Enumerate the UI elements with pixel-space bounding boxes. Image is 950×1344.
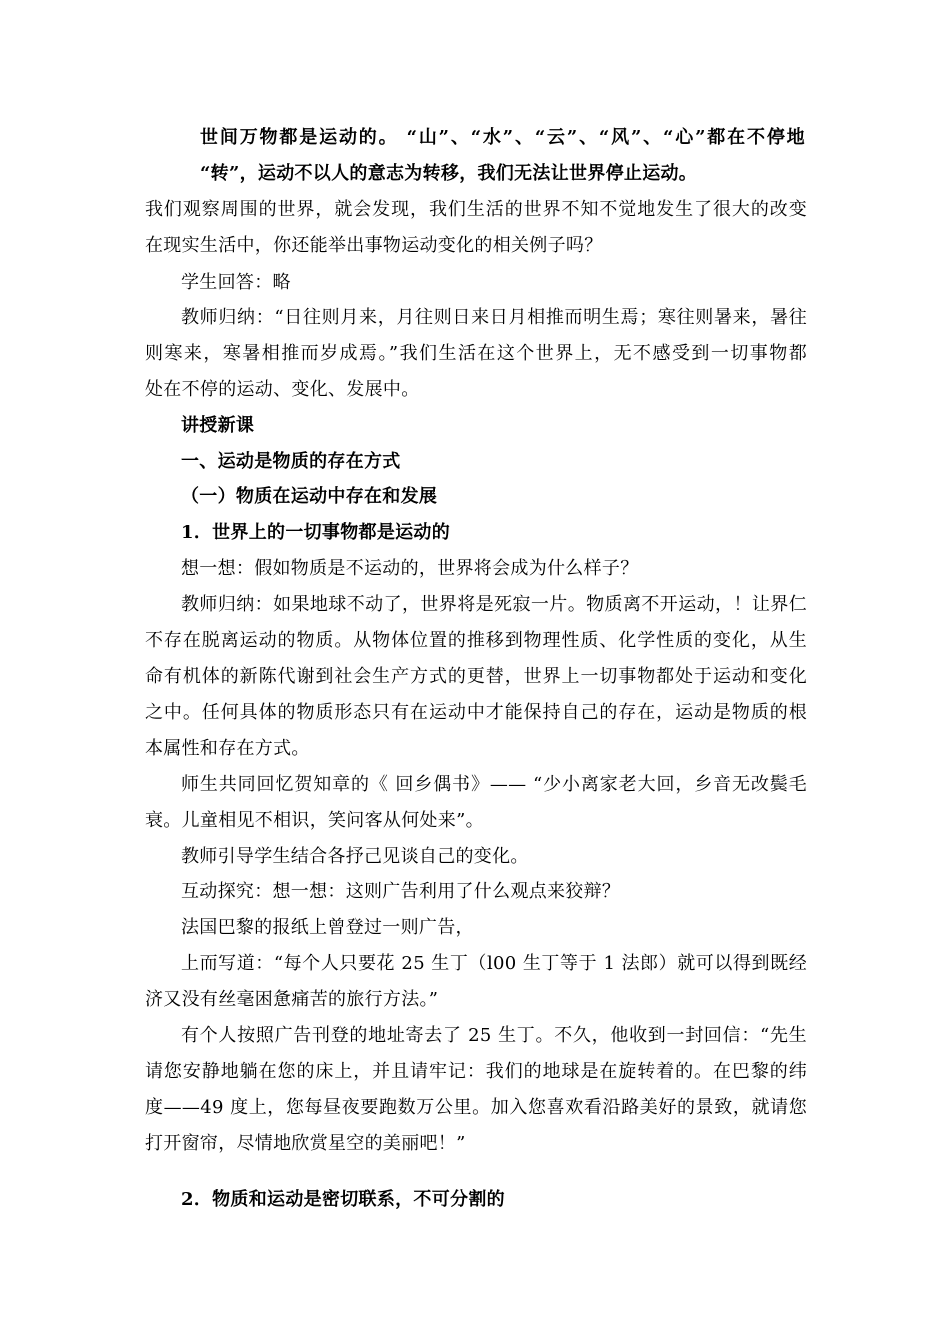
think-question: 想一想：假如物质是不运动的，世界将会成为什么样子？ <box>181 558 639 579</box>
heading-point-2: 2．物质和运动是密切联系，不可分割的 <box>181 1189 505 1210</box>
teacher-summary-line-2: 则寒来，寒暑相推而岁成焉。”我们生活在这个世界上，无不感受到一切事物都 <box>145 343 807 364</box>
heading-point-1: 1．世界上的一切事物都是运动的 <box>181 522 451 543</box>
reply-line-2: 请您安静地躺在您的床上，并且请牢记：我们的地球是在旋转着的。在巴黎的纬 <box>145 1061 807 1082</box>
heading-subsection-1: （一）物质在运动中存在和发展 <box>181 486 438 507</box>
reply-line-3: 度——49 度上，您每昼夜要跑数万公里。加入您喜欢看沿路美好的景致，就请您 <box>145 1097 807 1118</box>
ad-text-line-1: 上而写道：“每个人只要花 25 生丁（l00 生丁等于 1 法郎）就可以得到既经 <box>181 953 807 974</box>
teacher-conclusion-line-5: 本属性和存在方式。 <box>145 738 310 759</box>
ad-text-line-2: 济又没有丝毫困惫痛苦的旅行方法。” <box>145 989 439 1010</box>
intro-bold-line-1: 世间万物都是运动的。 “山”、“水”、“云”、“风”、“心”都在不停地 <box>200 127 805 148</box>
teacher-conclusion-line-3: 命有机体的新陈代谢到社会生产方式的更替，世界上一切事物都处于运动和变化 <box>145 666 807 687</box>
ad-intro: 法国巴黎的报纸上曾登过一则广告， <box>181 917 474 938</box>
teacher-summary-line-3: 处在不停的运动、变化、发展中。 <box>145 379 420 400</box>
heading-section-1: 一、运动是物质的存在方式 <box>181 451 401 472</box>
teacher-conclusion-line-4: 之中。任何具体的物质形态只有在运动中才能保持自己的存在，运动是物质的根 <box>145 702 807 723</box>
teacher-conclusion-line-2: 不存在脱离运动的物质。从物体位置的推移到物理性质、化学性质的变化，从生 <box>145 630 807 651</box>
teacher-conclusion-line-1: 教师归纳：如果地球不动了，世界将是死寂一片。物质离不开运动，！让界仁 <box>181 594 807 615</box>
poem-line-2: 衰。儿童相见不相识，笑问客从何处来”。 <box>145 810 484 831</box>
heading-new-lesson: 讲授新课 <box>181 415 255 436</box>
reply-line-1: 有个人按照广告刊登的地址寄去了 25 生丁。不久，他收到一封回信：“先生 <box>181 1025 807 1046</box>
poem-line-1: 师生共同回忆贺知章的《 回乡偶书》—— “少小离家老大回，乡音无改鬓毛 <box>181 774 807 795</box>
student-answer: 学生回答：略 <box>181 272 291 293</box>
intro-bold-line-2: “转”，运动不以人的意志为转移，我们无法让世界停止运动。 <box>200 163 698 184</box>
paragraph-1-line-2: 在现实生活中，你还能举出事物运动变化的相关例子吗？ <box>145 235 603 256</box>
reply-line-4: 打开窗帘，尽情地欣赏星空的美丽吧！” <box>145 1133 466 1154</box>
interactive-explore: 互动探究：想一想：这则广告利用了什么观点来狡辩？ <box>181 881 621 902</box>
teacher-guide: 教师引导学生结合各抒己见谈自己的变化。 <box>181 846 529 867</box>
teacher-summary-line-1: 教师归纳：“日往则月来，月往则日来日月相推而明生焉；寒往则暑来，暑往 <box>181 307 807 328</box>
paragraph-1-line-1: 我们观察周围的世界，就会发现，我们生活的世界不知不觉地发生了很大的改变 <box>145 199 807 220</box>
